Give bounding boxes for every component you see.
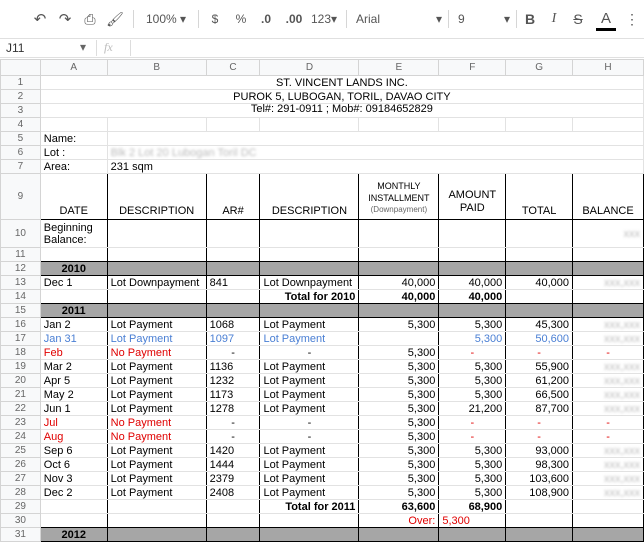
header-total[interactable]: TOTAL — [506, 174, 573, 220]
row-header[interactable]: 23 — [1, 416, 41, 430]
cell-ar[interactable]: 1136 — [206, 360, 260, 374]
cell-paid[interactable]: - — [439, 346, 506, 360]
cell-total[interactable]: 50,600 — [506, 332, 573, 346]
cell-total[interactable]: 98,300 — [506, 458, 573, 472]
total-2011-label[interactable]: Total for 2011 — [260, 500, 359, 514]
row-header[interactable]: 2 — [1, 90, 41, 104]
cell-ar[interactable]: 1444 — [206, 458, 260, 472]
cell-desc[interactable]: Lot Payment — [107, 486, 206, 500]
header-description-2[interactable]: DESCRIPTION — [260, 174, 359, 220]
cell-date[interactable]: Jun 1 — [40, 402, 107, 416]
strikethrough-button[interactable]: S — [573, 11, 583, 27]
row-header[interactable]: 16 — [1, 318, 41, 332]
row-header[interactable]: 11 — [1, 248, 41, 262]
more-icon[interactable]: ⋮ — [625, 10, 639, 27]
cell-desc[interactable]: Lot Payment — [107, 332, 206, 346]
company-tel[interactable]: Tel#: 291-0911 ; Mob#: 09184652829 — [40, 104, 643, 118]
row-header[interactable]: 9 — [1, 174, 41, 220]
cell-paid[interactable]: 5,300 — [439, 332, 506, 346]
table-row — [1, 332, 644, 346]
cell-desc[interactable]: Lot Payment — [107, 374, 206, 388]
cell-inst[interactable]: 5,300 — [359, 374, 439, 388]
undo-icon[interactable]: ↶ — [33, 11, 47, 28]
cell-date[interactable]: Dec 1 — [40, 276, 107, 290]
cell-inst[interactable]: 5,300 — [359, 388, 439, 402]
table-row — [1, 318, 644, 332]
cell-desc[interactable]: No Payment — [107, 416, 206, 430]
row-header[interactable]: 18 — [1, 346, 41, 360]
total-2010-inst[interactable]: 40,000 — [359, 290, 439, 304]
row-header[interactable]: 27 — [1, 472, 41, 486]
cell-paid[interactable]: - — [439, 430, 506, 444]
row-header[interactable]: 24 — [1, 430, 41, 444]
company-address[interactable]: PUROK 5, LUBOGAN, TORIL, DAVAO CITY — [40, 90, 643, 104]
chevron-down-icon[interactable]: ▾ — [80, 40, 87, 54]
name-label[interactable]: Name: — [40, 132, 107, 146]
row-header[interactable]: 20 — [1, 374, 41, 388]
header-balance[interactable]: BALANCE — [573, 174, 644, 220]
cell-total[interactable]: 93,000 — [506, 444, 573, 458]
cell-total[interactable]: 45,300 — [506, 318, 573, 332]
cell-date[interactable]: Apr 5 — [40, 374, 107, 388]
column-header[interactable]: E — [359, 60, 439, 76]
cell-paid[interactable]: 5,300 — [439, 360, 506, 374]
row-header[interactable]: 22 — [1, 402, 41, 416]
cell-inst[interactable] — [359, 332, 439, 346]
increase-decimal-button[interactable]: .00 — [285, 12, 303, 26]
row-header[interactable]: 3 — [1, 104, 41, 118]
row-header[interactable]: 10 — [1, 220, 41, 248]
cell-total[interactable]: 66,500 — [506, 388, 573, 402]
cell-inst[interactable]: 5,300 — [359, 486, 439, 500]
row-header[interactable]: 21 — [1, 388, 41, 402]
cell-paid[interactable]: 5,300 — [439, 318, 506, 332]
cell-inst[interactable]: 5,300 — [359, 402, 439, 416]
spreadsheet-grid[interactable] — [0, 59, 644, 557]
cell-total[interactable]: 87,700 — [506, 402, 573, 416]
year-2012[interactable]: 2012 — [40, 528, 107, 542]
column-header[interactable]: F — [439, 60, 506, 76]
column-header[interactable]: C — [206, 60, 260, 76]
row-header[interactable]: 31 — [1, 528, 41, 542]
cell-desc2[interactable]: - — [260, 346, 359, 360]
row-header[interactable]: 25 — [1, 444, 41, 458]
cell-total[interactable]: 108,900 — [506, 486, 573, 500]
cell-date[interactable]: Jan 2 — [40, 318, 107, 332]
row-header[interactable]: 30 — [1, 514, 41, 528]
table-row — [1, 444, 644, 458]
cell-date[interactable]: Sep 6 — [40, 444, 107, 458]
cell-desc2[interactable]: Lot Payment — [260, 332, 359, 346]
cell-date[interactable]: Oct 6 — [40, 458, 107, 472]
redo-icon[interactable]: ↷ — [58, 11, 72, 28]
cell-desc[interactable]: No Payment — [107, 346, 206, 360]
cell-total[interactable]: 55,900 — [506, 360, 573, 374]
cell-desc2[interactable]: Lot Payment — [260, 388, 359, 402]
lot-label[interactable]: Lot : — [40, 146, 107, 160]
name-value[interactable] — [107, 132, 643, 146]
cell-desc2[interactable]: Lot Payment — [260, 318, 359, 332]
cell-paid[interactable]: 21,200 — [439, 402, 506, 416]
table-row — [1, 458, 644, 472]
print-icon[interactable]: ⎙ — [84, 10, 96, 27]
cell-total[interactable]: - — [506, 346, 573, 360]
cell-ar[interactable]: 1097 — [206, 332, 260, 346]
cell-paid[interactable]: 5,300 — [439, 374, 506, 388]
column-header[interactable]: D — [260, 60, 359, 76]
cell-balance[interactable]: xxx,xxx — [573, 360, 644, 374]
beginning-balance-value[interactable]: xxx — [573, 220, 644, 248]
cell-paid[interactable]: 5,300 — [439, 486, 506, 500]
cell-balance[interactable]: - — [573, 346, 644, 360]
table-row — [1, 388, 644, 402]
cell-inst[interactable]: 5,300 — [359, 318, 439, 332]
row-header[interactable]: 1 — [1, 76, 41, 90]
total-2011-inst[interactable]: 63,600 — [359, 500, 439, 514]
row-header[interactable]: 17 — [1, 332, 41, 346]
cell-total[interactable]: - — [506, 430, 573, 444]
area-label[interactable]: Area: — [40, 160, 107, 174]
year-2011[interactable]: 2011 — [40, 304, 107, 318]
row-header[interactable]: 6 — [1, 146, 41, 160]
row-header[interactable]: 29 — [1, 500, 41, 514]
toolbar — [0, 0, 644, 38]
fx-icon: fx — [104, 40, 113, 54]
cell-desc[interactable]: Lot Payment — [107, 360, 206, 374]
cell-ar[interactable]: - — [206, 430, 260, 444]
cell-desc2[interactable]: Lot Payment — [260, 402, 359, 416]
font-select[interactable]: Arial ▾ — [356, 12, 442, 26]
cell-paid[interactable]: 5,300 — [439, 388, 506, 402]
header-date[interactable]: DATE — [40, 174, 107, 220]
column-header[interactable]: G — [506, 60, 573, 76]
cell-desc2[interactable]: Lot Payment — [260, 472, 359, 486]
cell-inst[interactable]: 5,300 — [359, 458, 439, 472]
row-header[interactable]: 13 — [1, 276, 41, 290]
paint-format-icon[interactable]: 🖌 — [106, 10, 124, 27]
cell-date[interactable]: Feb — [40, 346, 107, 360]
cell-desc2[interactable]: Lot Payment — [260, 444, 359, 458]
total-2011-paid[interactable]: 68,900 — [439, 500, 506, 514]
table-row — [1, 430, 644, 444]
table-row — [1, 472, 644, 486]
table-row — [1, 486, 644, 500]
row-header[interactable]: 12 — [1, 262, 41, 276]
percent-button[interactable]: % — [235, 12, 247, 26]
cell-balance[interactable]: xxx,xxx — [573, 332, 644, 346]
cell-balance[interactable]: xxx,xxx — [573, 402, 644, 416]
table-row — [1, 346, 644, 360]
table-row — [1, 360, 644, 374]
row-header[interactable]: 19 — [1, 360, 41, 374]
cell-balance[interactable]: xxx,xxx — [573, 472, 644, 486]
cell-desc[interactable]: Lot Payment — [107, 444, 206, 458]
cell-desc2[interactable]: Lot Payment — [260, 458, 359, 472]
cell-paid[interactable]: 5,300 — [439, 472, 506, 486]
total-2010-label[interactable]: Total for 2010 — [260, 290, 359, 304]
cell-inst[interactable]: 5,300 — [359, 472, 439, 486]
year-2010[interactable]: 2010 — [40, 262, 107, 276]
company-name[interactable]: ST. VINCENT LANDS INC. — [40, 76, 643, 90]
cell-ar[interactable]: 1232 — [206, 374, 260, 388]
cell-desc[interactable]: Lot Payment — [107, 472, 206, 486]
over-label[interactable]: Over: — [359, 514, 439, 528]
column-header[interactable]: A — [40, 60, 107, 76]
cell-total[interactable]: - — [506, 416, 573, 430]
decrease-decimal-button[interactable]: .0 — [260, 12, 271, 26]
cell-paid[interactable]: - — [439, 416, 506, 430]
cell-date[interactable]: Dec 2 — [40, 486, 107, 500]
text-color-button[interactable]: A — [596, 9, 616, 31]
cell-ar[interactable]: 1420 — [206, 444, 260, 458]
cell-ar[interactable]: - — [206, 346, 260, 360]
cell-ar[interactable]: - — [206, 416, 260, 430]
row-header[interactable]: 4 — [1, 118, 41, 132]
cell-desc[interactable]: Lot Payment — [107, 402, 206, 416]
row-header[interactable]: 26 — [1, 458, 41, 472]
cell-inst[interactable]: 5,300 — [359, 416, 439, 430]
cell-paid[interactable]: 40,000 — [439, 276, 506, 290]
row-header[interactable]: 14 — [1, 290, 41, 304]
header-description[interactable]: DESCRIPTION — [107, 174, 206, 220]
cell-inst[interactable]: 40,000 — [359, 276, 439, 290]
more-formats-select[interactable]: 123 ▾ — [310, 12, 338, 26]
column-header[interactable]: H — [573, 60, 644, 76]
table-row — [1, 416, 644, 430]
cell-date[interactable]: Nov 3 — [40, 472, 107, 486]
cell-balance[interactable]: xxx,xxx — [573, 318, 644, 332]
row-header[interactable]: 7 — [1, 160, 41, 174]
cell-balance[interactable]: xxx,xxx — [573, 458, 644, 472]
cell-desc2[interactable]: - — [260, 430, 359, 444]
cell-desc[interactable]: Lot Downpayment — [107, 276, 206, 290]
table-row — [1, 374, 644, 388]
cell-desc[interactable]: No Payment — [107, 430, 206, 444]
cell-paid[interactable]: 5,300 — [439, 458, 506, 472]
row-header[interactable]: 15 — [1, 304, 41, 318]
bold-button[interactable]: B — [524, 11, 536, 27]
cell-balance[interactable]: - — [573, 430, 644, 444]
cell-date[interactable]: Aug — [40, 430, 107, 444]
cell-inst[interactable]: 5,300 — [359, 444, 439, 458]
cell-paid[interactable]: 5,300 — [439, 444, 506, 458]
cell-desc2[interactable]: Lot Payment — [260, 360, 359, 374]
area-value[interactable]: 231 sqm — [107, 160, 643, 174]
cell-ar[interactable]: 2408 — [206, 486, 260, 500]
header-amount-paid[interactable]: AMOUNT PAID — [439, 174, 506, 220]
row-header[interactable]: 28 — [1, 486, 41, 500]
currency-button[interactable]: $ — [211, 12, 219, 26]
cell-date[interactable]: Jul — [40, 416, 107, 430]
total-2010-paid[interactable]: 40,000 — [439, 290, 506, 304]
italic-button[interactable]: I — [551, 11, 557, 26]
table-row — [1, 402, 644, 416]
corner-cell[interactable] — [1, 60, 41, 76]
cell-balance[interactable]: xxx,xxx — [573, 444, 644, 458]
formula-bar — [0, 38, 644, 58]
cell-balance[interactable]: xxx,xxx — [573, 374, 644, 388]
cell-inst[interactable]: 5,300 — [359, 346, 439, 360]
cell-desc[interactable]: Lot Payment — [107, 388, 206, 402]
cell-balance[interactable]: xxx,xxx — [573, 276, 644, 290]
cell-desc2[interactable]: - — [260, 416, 359, 430]
cell-ar[interactable]: 1278 — [206, 402, 260, 416]
table-row — [1, 276, 644, 290]
column-header[interactable]: B — [107, 60, 206, 76]
font-size-select[interactable]: 9 ▾ — [458, 12, 510, 26]
cell-desc2[interactable]: Lot Downpayment — [260, 276, 359, 290]
cell-desc2[interactable]: Lot Payment — [260, 486, 359, 500]
lot-value[interactable]: Blk 2 Lot 20 Lubogan Toril DC — [107, 146, 643, 160]
cell-total[interactable]: 103,600 — [506, 472, 573, 486]
cell-desc[interactable]: Lot Payment — [107, 458, 206, 472]
cell-total[interactable]: 61,200 — [506, 374, 573, 388]
header-ar[interactable]: AR# — [206, 174, 260, 220]
header-monthly-installment[interactable]: MONTHLY INSTALLMENT (Downpayment) — [359, 174, 439, 220]
cell-balance[interactable]: - — [573, 416, 644, 430]
cell-balance[interactable]: xxx,xxx — [573, 388, 644, 402]
cell-total[interactable]: 40,000 — [506, 276, 573, 290]
cell-ar[interactable]: 841 — [206, 276, 260, 290]
cell-inst[interactable]: 5,300 — [359, 360, 439, 374]
cell-desc2[interactable]: Lot Payment — [260, 374, 359, 388]
beginning-balance-label[interactable]: Beginning Balance: — [40, 220, 107, 248]
cell-date[interactable]: May 2 — [40, 388, 107, 402]
cell-desc[interactable]: Lot Payment — [107, 318, 206, 332]
cell-ar[interactable]: 1173 — [206, 388, 260, 402]
cell-ar[interactable]: 2379 — [206, 472, 260, 486]
cell-inst[interactable]: 5,300 — [359, 430, 439, 444]
cell-date[interactable]: Jan 31 — [40, 332, 107, 346]
over-value[interactable]: 5,300 — [439, 514, 506, 528]
name-box[interactable]: J11 — [6, 41, 25, 55]
cell-ar[interactable]: 1068 — [206, 318, 260, 332]
zoom-select[interactable]: 100% ▾ — [145, 12, 187, 26]
cell-date[interactable]: Mar 2 — [40, 360, 107, 374]
sheet-table — [0, 59, 644, 542]
row-header[interactable]: 5 — [1, 132, 41, 146]
cell-balance[interactable]: xxx,xxx — [573, 486, 644, 500]
